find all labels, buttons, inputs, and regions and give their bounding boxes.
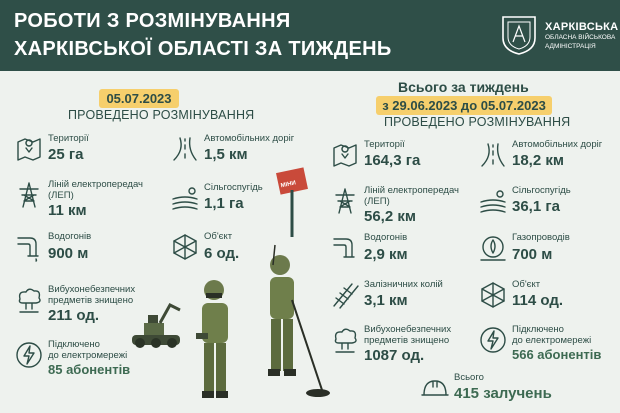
item-value: 11 км <box>48 202 87 219</box>
item-value: 415 залучень <box>454 385 552 402</box>
item-label: Підключено до електромережі <box>48 339 128 361</box>
gas-pipe-icon <box>478 233 508 263</box>
item-value: 211 од. <box>48 307 100 324</box>
power-line-icon <box>14 180 44 210</box>
farmland-icon <box>478 186 508 216</box>
item-label: Території <box>48 133 89 144</box>
map-pin-icon <box>14 134 44 164</box>
item-value: 164,3 га <box>364 152 421 169</box>
power-line-icon <box>330 186 360 216</box>
explosion-icon <box>330 325 360 355</box>
brand-subline-2: АДМІНІСТРАЦІЯ <box>545 42 596 50</box>
item-label: Вибухонебезпечних предметів знищено <box>364 324 452 346</box>
water-pipe-icon <box>14 232 44 262</box>
brand-subline-1: ОБЛАСНА ВІЙСЬКОВА <box>545 34 616 41</box>
item-value: 3,1 км <box>364 292 408 309</box>
page-title-line1: РОБОТИ З РОЗМІНУВАННЯ <box>14 10 291 32</box>
date-badge: 05.07.2023 <box>99 89 179 108</box>
item-label: Сільгоспугідь <box>512 185 571 196</box>
electricity-icon <box>14 340 44 370</box>
item-value: 18,2 км <box>512 152 564 169</box>
item-value: 1087 од. <box>364 347 425 364</box>
item-label: Водогонів <box>364 232 408 243</box>
item-label: Всього <box>454 372 484 383</box>
item-value: 2,9 км <box>364 246 408 263</box>
item-label: Автомобільних доріг <box>512 139 603 150</box>
header-banner <box>0 0 620 71</box>
road-icon <box>170 134 200 164</box>
explosion-icon <box>14 285 44 315</box>
item-value: 56,2 км <box>364 208 416 225</box>
item-label: Залізничних колій <box>364 279 443 290</box>
railway-icon <box>330 280 360 310</box>
item-label: Території <box>364 139 405 150</box>
item-value: 6 од. <box>204 245 240 262</box>
right-section-heading: ПРОВЕДЕНО РОЗМІНУВАННЯ <box>384 115 571 129</box>
item-label: Вибухонебезпечних предметів знищено <box>48 284 136 306</box>
page-title-line2: ХАРКІВСЬКОЇ ОБЛАСТІ ЗА ТИЖДЕНЬ <box>14 38 392 60</box>
period-badge: з 29.06.2023 до 05.07.2023 <box>376 96 552 115</box>
brand-block <box>545 22 618 50</box>
item-label: Сільгоспугідь <box>204 182 263 193</box>
road-icon <box>478 140 508 170</box>
item-value: 85 абонентів <box>48 362 131 377</box>
object-icon <box>478 280 508 310</box>
helmet-icon <box>420 373 450 403</box>
map-pin-icon <box>330 140 360 170</box>
item-value: 700 м <box>512 246 553 263</box>
mine-sign-text: МІНИ <box>280 180 297 190</box>
deminers-illustration <box>130 165 330 410</box>
item-label: Об'єкт <box>512 279 541 290</box>
left-section-heading: ПРОВЕДЕНО РОЗМІНУВАННЯ <box>68 108 255 122</box>
item-label: Газопроводів <box>512 232 570 243</box>
item-value: 566 абонентів <box>512 347 602 362</box>
item-value: 36,1 га <box>512 198 560 215</box>
item-label: Автомобільних доріг <box>204 133 295 144</box>
coat-of-arms-icon <box>500 14 538 56</box>
item-label: Підключено до електромережі <box>512 324 592 346</box>
electricity-icon <box>478 325 508 355</box>
item-value: 1,1 га <box>204 195 244 212</box>
water-pipe-icon <box>330 233 360 263</box>
item-value: 1,5 км <box>204 146 248 163</box>
item-label: Об'єкт <box>204 231 233 242</box>
weekly-total-title: Всього за тиждень <box>398 79 529 95</box>
item-label: Ліній електропередач (ЛЕП) <box>364 185 459 207</box>
item-value: 900 м <box>48 245 89 262</box>
item-label: Водогонів <box>48 231 92 242</box>
item-value: 114 од. <box>512 292 564 309</box>
item-label: Ліній електропередач (ЛЕП) <box>48 179 143 201</box>
brand-name: ХАРКІВСЬКА <box>545 21 619 33</box>
item-value: 25 га <box>48 146 84 163</box>
